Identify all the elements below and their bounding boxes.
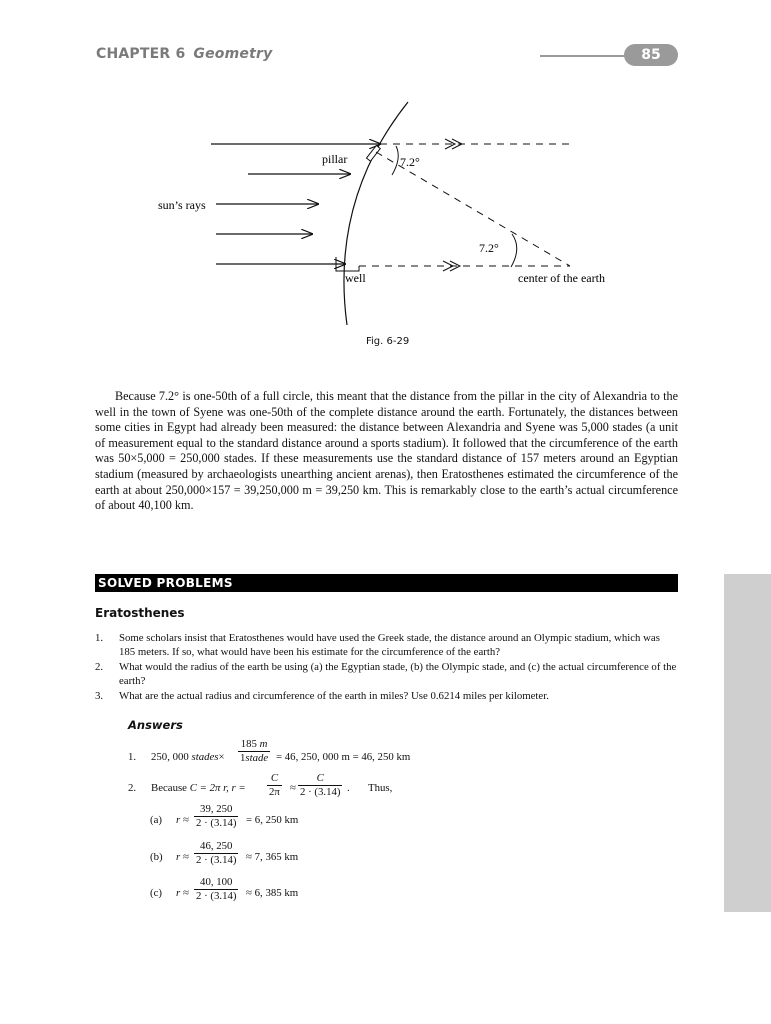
answer-number: 1.	[128, 751, 137, 763]
earth-surface-arc	[344, 102, 408, 325]
angle-arc-top	[392, 146, 398, 175]
part-lhs: r ≈	[176, 887, 189, 899]
part-fraction: $\frac{46, 250}{2 \cdot (3.14)}$	[196, 840, 237, 866]
answer-1-lead: 250, 000 stades×	[151, 751, 225, 763]
list-item: 1. Some scholars insist that Eratosthenes would have used the Greek stade, the distance around an Olympic stadium, which was 185 meters. If so, what would have been his estimate for the circumference of the earth?	[95, 632, 660, 658]
chapter-label: CHAPTER 6	[96, 46, 186, 62]
chapter-header	[96, 46, 272, 62]
problem-text: What are the actual radius and circumference of the earth in miles? Use 0.6214 miles per kilometer.	[119, 690, 549, 702]
part-fraction: $\frac{40, 100}{2 \cdot (3.14)}$	[196, 876, 237, 902]
part-result: = 6, 250 km	[246, 814, 299, 826]
angle-label-center: 7.2°	[479, 241, 499, 255]
chapter-title: Geometry	[193, 46, 273, 62]
eratosthenes-diagram	[140, 90, 620, 335]
problem-text: Some scholars insist that Eratosthenes would have used the Greek stade, the distance around an Olympic stadium, which was 185 meters. If so, what would have been his estimate for the circumference of the earth?	[119, 632, 660, 658]
problem-text: What would the radius of the earth be using (a) the Egyptian stade, (b) the Olympic stade, and (c) the actual circumference of the earth?	[119, 661, 677, 687]
answer-2-fraction-b: $\frac{C}{2 \cdot (3.14)}$	[300, 772, 341, 798]
list-item: 3. What are the actual radius and circumference of the earth in miles? Use 0.6214 miles per kilometer.	[95, 690, 549, 702]
part-lhs: r ≈	[176, 814, 189, 826]
pillar-label: pillar	[322, 152, 348, 166]
list-item: 2. What would the radius of the earth be using (a) the Egyptian stade, (b) the Olympic stade, and (c) the actual circumference of the earth?	[95, 661, 677, 687]
problem-list	[95, 631, 678, 704]
page-number: 85	[624, 44, 678, 66]
answers-heading: Answers	[128, 718, 183, 732]
answer-2-fraction-a: $\frac{C}{2\pi}$	[269, 772, 280, 798]
sun-rays-label: sun’s rays	[158, 198, 206, 212]
body-paragraph	[95, 389, 678, 514]
answer-1-result: = 46, 250, 000 m = 46, 250 km	[276, 751, 411, 763]
angle-label-top: 7.2°	[400, 155, 420, 169]
answer-2-lead: Because C = 2π r, r =	[151, 782, 246, 794]
angle-arc-center	[511, 234, 517, 267]
well-label: well	[345, 271, 366, 285]
section-band: SOLVED PROBLEMS	[95, 574, 678, 592]
pillar-to-center	[376, 152, 570, 266]
answer-1-fraction: 185 m 1stade	[240, 738, 269, 764]
part-fraction: $\frac{39, 250}{2 \cdot (3.14)}$	[196, 803, 237, 829]
center-label: center of the earth	[518, 271, 605, 285]
figure-caption: Fig. 6-29	[366, 336, 410, 347]
thus-text: Thus,	[368, 782, 393, 794]
part-label: (a)	[150, 814, 162, 826]
part-result: ≈ 6, 385 km	[246, 887, 299, 899]
part-label: (b)	[150, 851, 163, 863]
approx-sign: ≈	[290, 782, 296, 794]
part-label: (c)	[150, 887, 162, 899]
period: .	[347, 782, 350, 794]
part-result: ≈ 7, 365 km	[246, 851, 299, 863]
paragraph-text: Because 7.2° is one-50th of a full circle, this meant that the distance from the pillar in the city of Alexandria to the well in the town of Syene was one-50th of the complete distance around the earth. Fortunately, the distances between some cities in Egypt had already been measured: the distance between Alexandria and Syene was 5,000 stades (a unit of measurement equal to the standard distance around a sports stadium). It followed that the circumference of the earth was 50×5,000 = 250,000 stades. If these measurements use the standard distance of 157 meters around an Egyptian stadium (measured by archaeologists unearthing ancient arenas), then Eratosthenes estimated the circumference of the earth at about 250,000×157 = 39,250,000 m = 39,250 km. This is remarkably close to the earth’s actual circumference of about 40,100 km.	[95, 389, 678, 513]
subheading: Eratosthenes	[95, 606, 185, 620]
side-tab	[724, 574, 771, 912]
part-lhs: r ≈	[176, 851, 189, 863]
answer-number: 2.	[128, 782, 137, 794]
